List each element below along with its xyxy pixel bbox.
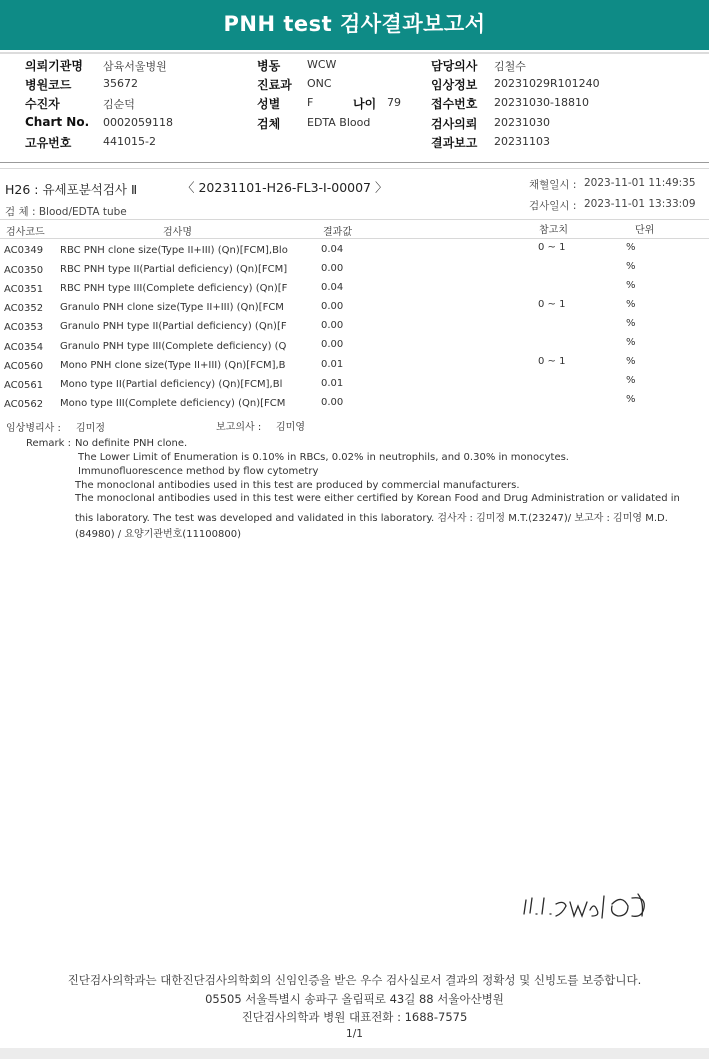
department-label: 진료과 bbox=[257, 78, 292, 92]
row-result: 0.00 bbox=[321, 301, 344, 312]
row-test-name: Mono PNH clone size(Type II+III) (Qn)[FCM],B bbox=[60, 360, 286, 371]
patient-value: 김순덕 bbox=[103, 98, 135, 111]
table-header-rule bbox=[0, 238, 709, 239]
row-code: AC0352 bbox=[4, 303, 44, 314]
department-value: ONC bbox=[307, 77, 332, 90]
row-code: AC0351 bbox=[4, 284, 44, 295]
hospital-code-label: 병원코드 bbox=[25, 78, 72, 92]
doctor-value: 김철수 bbox=[494, 60, 526, 73]
reporter-name: 김미영 bbox=[276, 422, 305, 433]
row-unit: % bbox=[626, 242, 636, 253]
pathologist-name: 김미정 bbox=[76, 423, 105, 434]
remark-line: (84980) / 요양기관번호(11100800) bbox=[75, 529, 242, 540]
hospital-name-value: 삼육서울병원 bbox=[103, 60, 167, 73]
remark-line: Immunofluorescence method by flow cytometry bbox=[78, 466, 319, 477]
row-code: AC0350 bbox=[4, 265, 44, 276]
row-test-name: RBC PNH clone size(Type II+III) (Qn)[FCM],Blo bbox=[60, 245, 288, 256]
clinical-info-value: 20231029R101240 bbox=[494, 77, 600, 90]
row-unit: % bbox=[626, 394, 636, 405]
row-result: 0.00 bbox=[321, 263, 344, 274]
reporter-label: 보고의사 : bbox=[216, 422, 262, 433]
age-value: 79 bbox=[387, 96, 401, 109]
row-code: AC0562 bbox=[4, 399, 44, 410]
specimen-value: EDTA Blood bbox=[307, 116, 371, 129]
section-title: H26 : 유세포분석검사 Ⅱ bbox=[5, 182, 138, 197]
footer-address: 05505 서울특별시 송파구 올림픽로 43길 88 서울아산병원 bbox=[205, 992, 504, 1006]
unique-id-value: 441015-2 bbox=[103, 135, 156, 148]
hospital-code-value: 35672 bbox=[103, 77, 138, 90]
test-time-label: 검사일시 : bbox=[529, 200, 577, 212]
remark-line: No definite PNH clone. bbox=[75, 438, 188, 449]
row-reference: 0 ~ 1 bbox=[538, 356, 566, 367]
row-unit: % bbox=[626, 299, 636, 310]
row-test-name: Mono type III(Complete deficiency) (Qn)[FCM bbox=[60, 398, 286, 409]
signature-drawing bbox=[520, 888, 665, 928]
hospital-name-label: 의뢰기관명 bbox=[25, 59, 83, 73]
collect-time-value: 2023-11-01 11:49:35 bbox=[584, 177, 696, 189]
test-time-value: 2023-11-01 13:33:09 bbox=[584, 198, 696, 210]
handwritten-signature bbox=[520, 888, 665, 932]
row-unit: % bbox=[626, 261, 636, 272]
row-unit: % bbox=[626, 318, 636, 329]
remark-line: The monoclonal antibodies used in this test were either certified by Korean Food and Drug Administration or validated in bbox=[75, 493, 680, 504]
row-unit: % bbox=[626, 356, 636, 367]
clinical-info-label: 임상정보 bbox=[431, 78, 478, 92]
footer-contact: 진단검사의학과 병원 대표전화 : 1688-7575 bbox=[241, 1010, 468, 1024]
row-unit: % bbox=[626, 337, 636, 348]
specimen-label: 검체 bbox=[257, 117, 281, 131]
remark-label: Remark : bbox=[26, 438, 71, 449]
report-date-value: 20231103 bbox=[494, 135, 550, 148]
test-id: 〈 20231101-H26-FL3-I-00007 〉 bbox=[182, 180, 388, 195]
row-test-name: Mono type II(Partial deficiency) (Qn)[FCM],Bl bbox=[60, 379, 283, 390]
header-divider-thin bbox=[0, 168, 709, 169]
doctor-label: 담당의사 bbox=[431, 59, 478, 73]
remark-line: this laboratory. The test was developed and validated in this laboratory. 검사자 : 김미정 M.T.(23247)/ 보고자 : 김미영 M.D. bbox=[75, 513, 668, 524]
receipt-no-value: 20231030-18810 bbox=[494, 96, 589, 109]
report-date-label: 결과보고 bbox=[431, 136, 478, 150]
unique-id-label: 고유번호 bbox=[25, 136, 72, 150]
title-bar bbox=[0, 0, 709, 52]
row-test-name: Granulo PNH clone size(Type II+III) (Qn)[FCM bbox=[60, 302, 284, 313]
row-code: AC0561 bbox=[4, 380, 44, 391]
row-code: AC0354 bbox=[4, 342, 44, 353]
remark-line: The monoclonal antibodies used in this test are produced by commercial manufacturers. bbox=[75, 480, 520, 491]
col-unit-header: 단위 bbox=[635, 225, 655, 236]
sex-label: 성별 bbox=[257, 97, 281, 111]
row-result: 0.00 bbox=[321, 339, 344, 350]
pathologist-label: 임상병리사 : bbox=[6, 423, 61, 434]
page-number: 1/1 bbox=[346, 1028, 363, 1040]
col-code-header: 검사코드 bbox=[6, 227, 45, 238]
remark-line: The Lower Limit of Enumeration is 0.10% in RBCs, 0.02% in neutrophils, and 0.30% in monocytes. bbox=[78, 452, 569, 463]
col-ref-header: 참고치 bbox=[539, 225, 568, 236]
report-title: PNH test 검사결과보고서 bbox=[223, 12, 486, 36]
ward-label: 병동 bbox=[257, 59, 281, 73]
col-result-header: 결과값 bbox=[323, 227, 352, 238]
request-date-label: 검사의뢰 bbox=[431, 117, 478, 131]
row-code: AC0349 bbox=[4, 245, 44, 256]
row-code: AC0560 bbox=[4, 361, 44, 372]
row-test-name: RBC PNH type II(Partial deficiency) (Qn)[FCM] bbox=[60, 264, 288, 275]
request-date-value: 20231030 bbox=[494, 116, 550, 129]
row-result: 0.00 bbox=[321, 320, 344, 331]
table-top-rule bbox=[0, 219, 709, 220]
row-result: 0.01 bbox=[321, 359, 344, 370]
row-code: AC0353 bbox=[4, 322, 44, 333]
receipt-no-label: 접수번호 bbox=[431, 97, 478, 111]
row-unit: % bbox=[626, 375, 636, 386]
row-reference: 0 ~ 1 bbox=[538, 299, 566, 310]
row-test-name: Granulo PNH type III(Complete deficiency) (Q bbox=[60, 341, 287, 352]
row-unit: % bbox=[626, 280, 636, 291]
row-result: 0.00 bbox=[321, 397, 344, 408]
row-result: 0.04 bbox=[321, 244, 344, 255]
chart-no-value: 0002059118 bbox=[103, 116, 173, 129]
age-label: 나이 bbox=[353, 97, 377, 111]
col-name-header: 검사명 bbox=[163, 227, 192, 238]
patient-label: 수진자 bbox=[25, 97, 60, 111]
bottom-strip bbox=[0, 1048, 709, 1059]
row-test-name: RBC PNH type III(Complete deficiency) (Qn)[F bbox=[60, 283, 288, 294]
collect-time-label: 채혈일시 : bbox=[529, 179, 577, 191]
header-divider bbox=[0, 162, 709, 163]
specimen-type: 검 체 : Blood/EDTA tube bbox=[5, 206, 127, 218]
row-result: 0.01 bbox=[321, 378, 344, 389]
footer-certification: 진단검사의학과는 대한진단검사의학회의 신임인증을 받은 우수 검사실로서 결과의 정확성 및 신빙도를 보증합니다. bbox=[67, 973, 642, 987]
chart-no-label: Chart No. bbox=[25, 115, 90, 129]
sex-value: F bbox=[307, 96, 314, 109]
row-result: 0.04 bbox=[321, 282, 344, 293]
row-test-name: Granulo PNH type II(Partial deficiency) (Qn)[F bbox=[60, 321, 287, 332]
row-reference: 0 ~ 1 bbox=[538, 242, 566, 253]
ward-value: WCW bbox=[307, 58, 337, 71]
